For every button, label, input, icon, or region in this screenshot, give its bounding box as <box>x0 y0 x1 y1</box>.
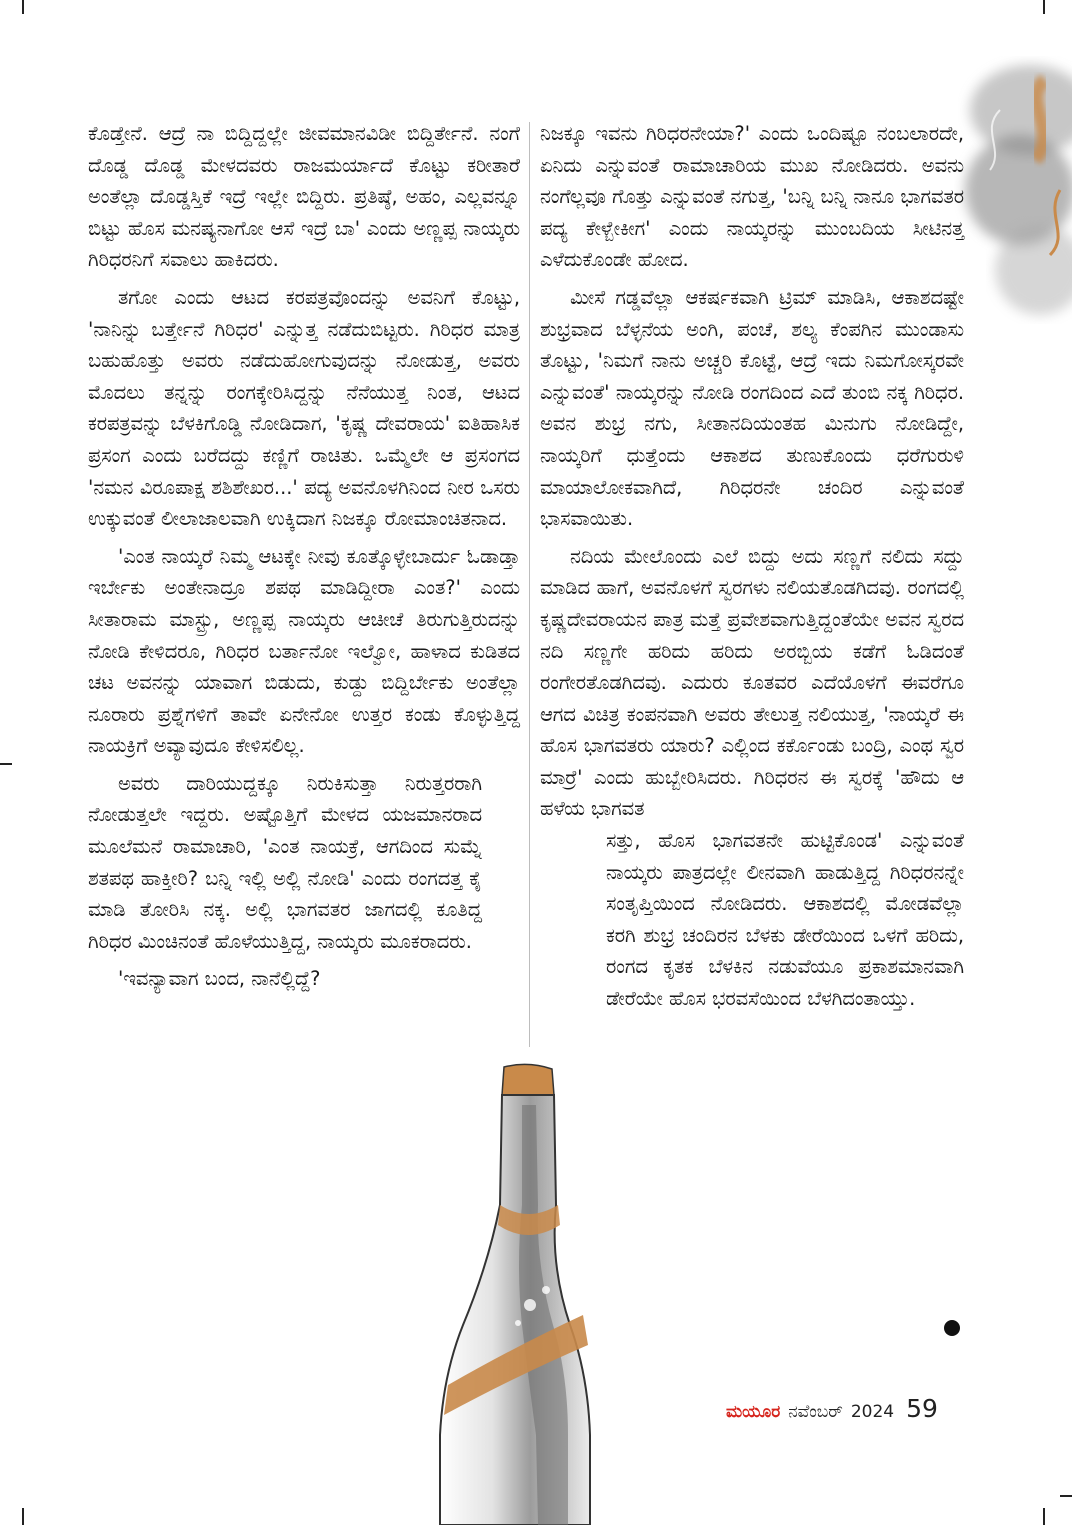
paragraph: ಅವರು ದಾರಿಯುದ್ದಕ್ಕೂ ನಿರುಕಿಸುತ್ತಾ ನಿರುತ್ತರರಾಗಿ ನೋಡುತ್ತಲೇ ಇದ್ದರು. ಅಷ್ಟೊತ್ತಿಗೆ ಮೇಳದ ಯಜಮಾನರಾದ ಮೂಲೆಮನೆ ರಾಮಾಚಾರಿ, 'ಎಂತ ನಾಯಕ್ರೆ, ಆಗದಿಂದ ಸುಮ್ನೆ ಶತಪಥ ಹಾಕ್ತೀರಿ? ಬನ್ನಿ ಇಲ್ಲಿ ಅಲ್ಲಿ ನೋಡಿ' ಎಂದು ರಂಗದತ್ತ ಕೈ ಮಾಡಿ ತೋರಿಸಿ ನಕ್ಕ. ಅಲ್ಲಿ ಭಾಗವತರ ಜಾಗದಲ್ಲಿ ಕೂತಿದ್ದ ಗಿರಿಧರ ಮಿಂಚಿನಂತೆ ಹೊಳೆಯುತ್ತಿದ್ದ, ನಾಯ್ಕರು ಮೂಕರಾದರು. <box>88 771 482 953</box>
paragraph: ನಿಜಕ್ಕೂ ಇವನು ಗಿರಿಧರನೇಯಾ?' ಎಂದು ಒಂದಿಷ್ಟೂ ನಂಬಲಾರದೇ, ಏನಿದು ಎನ್ನುವಂತೆ ರಾಮಾಚಾರಿಯ ಮುಖ ನೋಡಿದರು. ಅವನು ನಂಗೆಲ್ಲವೂ ಗೊತ್ತು ಎನ್ನುವಂತೆ ನಗುತ್ತ, 'ಬನ್ನಿ ಬನ್ನಿ ನಾನೂ ಭಾಗವತರ ಪದ್ಯ ಕೇಳ್ಬೇಕೀಗ' ಎಂದು ನಾಯ್ಕರನ್ನು ಮುಂಬದಿಯ ಸೀಟಿನತ್ತ ಎಳೆದುಕೊಂಡೇ ಹೋದ. <box>540 122 964 272</box>
column-divider <box>529 122 530 1047</box>
smoke-illustration <box>950 30 1072 330</box>
crop-mark-top-left <box>22 0 24 14</box>
paragraph: ತಗೋ ಎಂದು ಆಟದ ಕರಪತ್ರವೊಂದನ್ನು ಅವನಿಗೆ ಕೊಟ್ಟು, 'ನಾನಿನ್ನು ಬರ್ತ್ತೇನೆ ಗಿರಿಧರ' ಎನ್ನುತ್ತ ನಡೆದುಬಿಟ್ಟರು. ಗಿರಿಧರ ಮಾತ್ರ ಬಹುಹೊತ್ತು ಅವರು ನಡೆದುಹೋಗುವುದನ್ನು ನೋಡುತ್ತ, ಅವರು ಮೊದಲು ತನ್ನನ್ನು ರಂಗಕ್ಕೇರಿಸಿದ್ದನ್ನು ನೆನೆಯುತ್ತ ನಿಂತ, ಆಟದ ಕರಪತ್ರವನ್ನು ಬೆಳಕಿಗೊಡ್ಡಿ ನೋಡಿದಾಗ, 'ಕೃಷ್ಣ ದೇವರಾಯ' ಐತಿಹಾಸಿಕ ಪ್ರಸಂಗ ಎಂದು ಬರೆದದ್ದು ಕಣ್ಣಿಗೆ ರಾಚಿತು. ಒಮ್ಮೆಲೇ ಆ ಪ್ರಸಂಗದ 'ನಮನ ವಿರೂಪಾಕ್ಷ ಶಶಿಶೇಖರ...' ಪದ್ಯ ಅವನೊಳಗಿನಿಂದ ನೀರ ಒಸರು ಉಕ್ಕುವಂತೆ ಲೀಲಾಜಾಲವಾಗಿ ಉಕ್ಕಿದಾಗ ನಿಜಕ್ಕೂ ರೋಮಾಂಚಿತನಾದ. <box>88 285 520 531</box>
left-column <box>88 118 520 1001</box>
bottle-illustration <box>418 1055 598 1525</box>
paragraph: ಮೀಸೆ ಗಡ್ಡವೆಲ್ಲಾ ಆಕರ್ಷಕವಾಗಿ ಟ್ರಿಮ್ ಮಾಡಿಸಿ, ಆಕಾಶದಷ್ಟೇ ಶುಭ್ರವಾದ ಬೆಳ್ಳನೆಯ ಅಂಗಿ, ಪಂಚೆ, ಶಲ್ಯ ಕೆಂಪಗಿನ ಮುಂಡಾಸು ತೊಟ್ಟು, 'ನಿಮಗೆ ನಾನು ಅಚ್ಚರಿ ಕೊಟ್ಟೆ, ಆದ್ರೆ ಇದು ನಿಮಗೋಸ್ಕರವೇ ಎನ್ನುವಂತೆ' ನಾಯ್ಕರನ್ನು ನೋಡಿ ರಂಗದಿಂದ ಎದೆ ತುಂಬಿ ನಕ್ಕ ಗಿರಿಧರ. ಅವನ ಶುಭ್ರ ನಗು, ಸೀತಾನದಿಯಂತಹ ಮಿನುಗು ನೋಡಿದ್ದೇ, ನಾಯ್ಕರಿಗೆ ಧುತ್ತೆಂದು ಆಕಾಶದ ತುಣುಕೊಂದು ಧರೆಗುರುಳಿ ಮಾಯಾಲೋಕವಾಗಿದೆ, ಗಿರಿಧರನೇ ಚಂದಿರ ಎನ್ನುವಂತೆ ಭಾಸವಾಯಿತು. <box>540 285 964 531</box>
page-number: 59 <box>906 1394 938 1423</box>
paragraph: ನದಿಯ ಮೇಲೊಂದು ಎಲೆ ಬಿದ್ದು ಅದು ಸಣ್ಣಗೆ ನಲಿದು ಸದ್ದು ಮಾಡಿದ ಹಾಗೆ, ಅವನೊಳಗೆ ಸ್ವರಗಳು ನಲಿಯತೊಡಗಿದವು. ರಂಗದಲ್ಲಿ ಕೃಷ್ಣದೇವರಾಯನ ಪಾತ್ರ ಮತ್ತೆ ಪ್ರವೇಶವಾಗುತ್ತಿದ್ದಂತೆಯೇ ಅವನ ಸ್ವರದ ನದಿ ಸಣ್ಣಗೇ ಹರಿದು ಹರಿದು ಅರಬ್ಬಿಯ ಕಡೆಗೆ ಓಡಿದಂತೆ ರಂಗೇರತೊಡಗಿದವು. ಎದುರು ಕೂತವರ ಎದೆಯೊಳಗೆ ಈವರೆಗೂ ಆಗದ ವಿಚಿತ್ರ ಕಂಪನವಾಗಿ ಅವರು ತೇಲುತ್ತ ನಲಿಯುತ್ತ, 'ನಾಯ್ಕರೆ ಈ ಹೊಸ ಭಾಗವತರು ಯಾರು? ಎಲ್ಲಿಂದ ಕರ್ಕೊಂಡು ಬಂದ್ರಿ, ಎಂಥ ಸ್ವರ ಮಾರ್ರೆ' ಎಂದು ಹುಬ್ಬೇರಿಸಿದರು. ಗಿರಿಧರನ ಈ ಸ್ವರಕ್ಕೆ 'ಹೌದು ಆ ಹಳೆಯ ಭಾಗವತ <box>540 544 964 821</box>
paragraph: 'ಇವನ್ಯಾವಾಗ ಬಂದ, ನಾನೆಲ್ಲಿದ್ದೆ? <box>118 967 321 991</box>
crop-mark-left-mid <box>0 763 12 765</box>
crop-mark-top-right <box>1043 0 1045 14</box>
right-column <box>540 118 964 1021</box>
issue-month: ನವೆಂಬರ್ <box>788 1402 843 1422</box>
crop-mark-bottom-left <box>22 1508 24 1525</box>
crop-mark-right-bottom <box>1060 1495 1072 1497</box>
page-footer <box>726 1394 938 1428</box>
paragraph: ಸತ್ತು, ಹೊಸ ಭಾಗವತನೇ ಹುಟ್ಟಿಕೊಂಡ' ಎನ್ನುವಂತೆ ನಾಯ್ಕರು ಪಾತ್ರದಲ್ಲೇ ಲೀನವಾಗಿ ಹಾಡುತ್ತಿದ್ದ ಗಿರಿಧರನನ್ನೇ ಸಂತೃಪ್ತಿಯಿಂದ ನೋಡಿದರು. ಆಕಾಶದಲ್ಲಿ ಮೋಡವೆಲ್ಲಾ ಕರಗಿ ಶುಭ್ರ ಚಂದಿರನ ಬೆಳಕು ಡೇರೆಯಿಂದ ಒಳಗೆ ಹರಿದು, ರಂಗದ ಕೃತಕ ಬೆಳಕಿನ ನಡುವೆಯೂ ಪ್ರಕಾಶಮಾನವಾಗಿ ಡೇರೆಯೇ ಹೊಸ ಭರವಸೆಯಿಂದ ಬೆಳಗಿದಂತಾಯ್ತು. <box>606 829 964 1011</box>
end-of-article-bullet <box>944 1320 960 1336</box>
crop-mark-bottom-right <box>1043 1508 1045 1525</box>
issue-year: 2024 <box>850 1402 895 1422</box>
paragraph: 'ಎಂತ ನಾಯ್ಕರೆ ನಿಮ್ಮ ಆಟಕ್ಕೇ ನೀವು ಕೂತ್ಕೊಳ್ಳೇಬಾರ್ದು ಓಡಾಡ್ತಾ ಇರ್ಬೇಕು ಅಂತೇನಾದ್ರೂ ಶಪಥ ಮಾಡಿದ್ದೀರಾ ಎಂತ?' ಎಂದು ಸೀತಾರಾಮ ಮಾಸ್ಟ್ರು, ಅಣ್ಣಪ್ಪ ನಾಯ್ಕರು ಆಚೀಚೆ ತಿರುಗುತ್ತಿರುದನ್ನು ನೋಡಿ ಕೇಳಿದರೂ, ಗಿರಿಧರ ಬರ್ತಾನೋ ಇಲ್ವೋ, ಹಾಳಾದ ಕುಡಿತದ ಚಟ ಅವನನ್ನು ಯಾವಾಗ ಬಿಡುದು, ಕುಡ್ದು ಬಿದ್ದಿರ್ಬೇಕು ಅಂತೆಲ್ಲಾ ನೂರಾರು ಪ್ರಶ್ನೆಗಳಿಗೆ ತಾವೇ ಏನೇನೋ ಉತ್ತರ ಕಂಡು ಕೊಳ್ಳುತ್ತಿದ್ದ ನಾಯಕ್ರಿಗೆ ಅವ್ಯಾವುದೂ ಕೇಳಿಸಲಿಲ್ಲ. <box>88 544 520 758</box>
paragraph: ಕೊಡ್ತೇನೆ. ಆದ್ರೆ ನಾ ಬಿದ್ದಿದ್ದಲ್ಲೇ ಜೀವಮಾನವಿಡೀ ಬಿದ್ದಿರ್ತೇನೆ. ನಂಗೆ ದೊಡ್ಡ ದೊಡ್ಡ ಮೇಳದವರು ರಾಜಮರ್ಯಾದೆ ಕೊಟ್ಟು ಕರೀತಾರೆ ಅಂತೆಲ್ಲಾ ದೊಡ್ಡಸ್ತಿಕೆ ಇದ್ರೆ ಇಲ್ಲೇ ಬಿದ್ದಿರು. ಪ್ರತಿಷ್ಠೆ, ಅಹಂ, ಎಲ್ಲವನ್ನೂ ಬಿಟ್ಟು ಹೊಸ ಮನಷ್ಯನಾಗೋ ಆಸೆ ಇದ್ರೆ ಬಾ' ಎಂದು ಅಣ್ಣಪ್ಪ ನಾಯ್ಕರು ಗಿರಿಧರನಿಗೆ ಸವಾಲು ಹಾಕಿದರು. <box>88 122 520 272</box>
magazine-brand: ಮಯೂರ <box>726 1402 781 1422</box>
